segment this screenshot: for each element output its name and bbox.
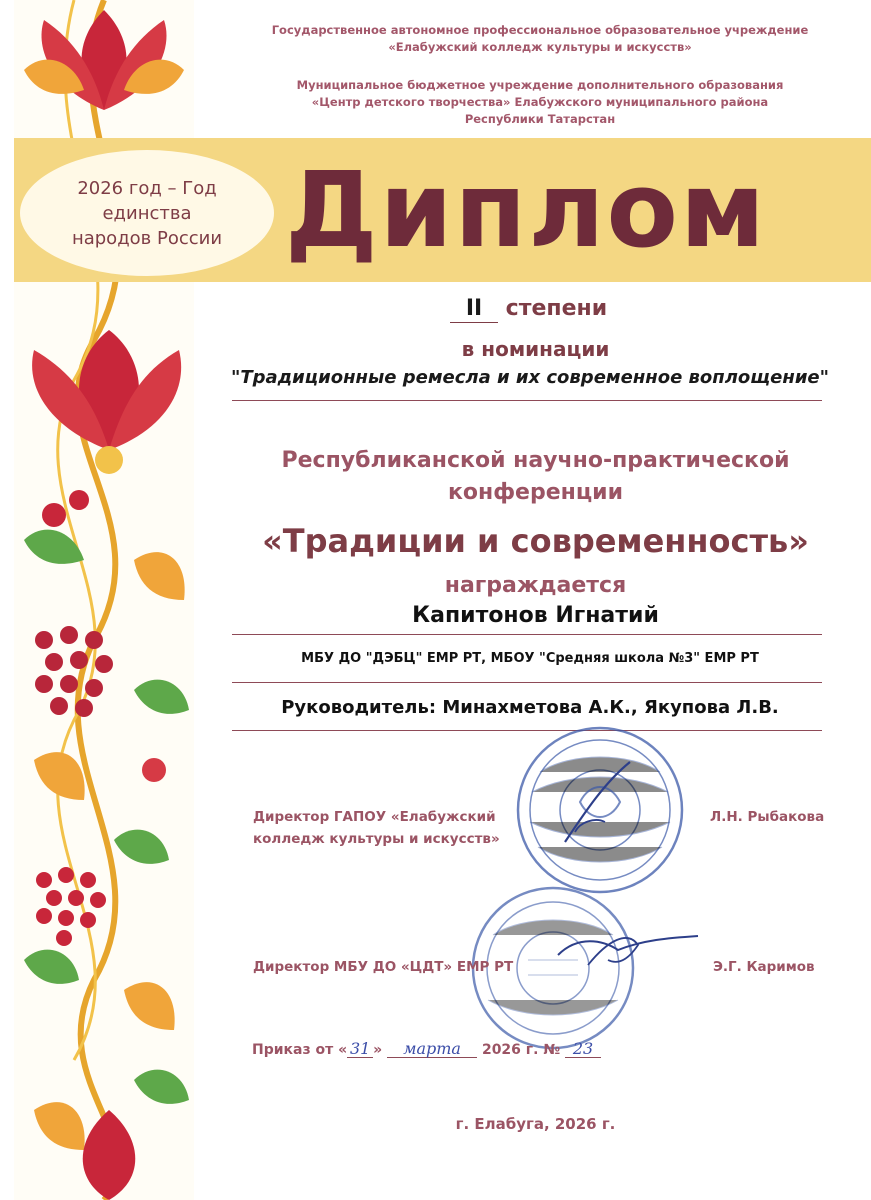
- order-year: 2026 г. №: [481, 1042, 561, 1058]
- nomination-value: "Традиционные ремесла и их современное воплощение": [230, 367, 830, 388]
- conference-line-2: конференции: [447, 480, 623, 505]
- institution-underline: [232, 682, 822, 683]
- header-institution-line-2: «Елабужский колледж культуры и искусств»: [388, 40, 692, 54]
- diploma-title: Диплом: [285, 149, 767, 271]
- supervisor-text: Руководитель: Минахметова А.К., Якупова Л.В.: [281, 697, 779, 718]
- footer-place-year: г. Елабуга, 2026 г.: [455, 1115, 616, 1133]
- signature-1-role-line-1: Директор ГАПОУ «Елабужский: [253, 809, 496, 825]
- order-number: 23: [565, 1041, 601, 1058]
- order-line: [252, 1041, 601, 1058]
- signature-1-role-line-2: колледж культуры и искусств»: [253, 831, 500, 847]
- order-day: 31: [347, 1041, 373, 1058]
- signature-1-name: Л.Н. Рыбакова: [710, 809, 825, 825]
- conference-name: «Традиции и современность»: [262, 522, 809, 560]
- header-institution-line-3: Муниципальное бюджетное учреждение дополнительного образования: [296, 78, 784, 92]
- header-institution-line-1: Государственное автономное профессиональное образовательное учреждение: [271, 23, 809, 37]
- conference-line-1: Республиканской научно-практической: [281, 448, 790, 473]
- signature-2-name: Э.Г. Каримов: [713, 959, 815, 975]
- recipient-underline: [232, 634, 822, 635]
- year-badge-line-2: единства: [102, 202, 192, 224]
- nomination-label: в номинации: [461, 337, 610, 361]
- order-mid: »: [373, 1042, 383, 1058]
- order-month: марта: [387, 1041, 477, 1058]
- awarded-label: награждается: [444, 573, 627, 598]
- order-prefix: Приказ от «: [252, 1042, 348, 1058]
- year-badge-line-1: 2026 год – Год: [77, 177, 217, 199]
- nomination-underline: [232, 400, 822, 401]
- year-badge-line-3: народов России: [71, 227, 223, 249]
- degree-value: II: [450, 296, 498, 323]
- degree-line: [450, 296, 630, 323]
- header-institution-line-5: Республики Татарстан: [464, 112, 616, 126]
- year-badge: [20, 150, 274, 276]
- college-stamp: [510, 722, 690, 897]
- signature-2-role: Директор МБУ ДО «ЦДТ» ЕМР РТ: [253, 959, 514, 975]
- recipient-name: Капитонов Игнатий: [412, 603, 659, 628]
- degree-label: степени: [505, 296, 608, 321]
- institution-text: МБУ ДО "ДЭБЦ" ЕМР РТ, МБОУ "Средняя школа №3" ЕМР РТ: [301, 651, 759, 666]
- header-institution-line-4: «Центр детского творчества» Елабужского муниципального района: [311, 95, 769, 109]
